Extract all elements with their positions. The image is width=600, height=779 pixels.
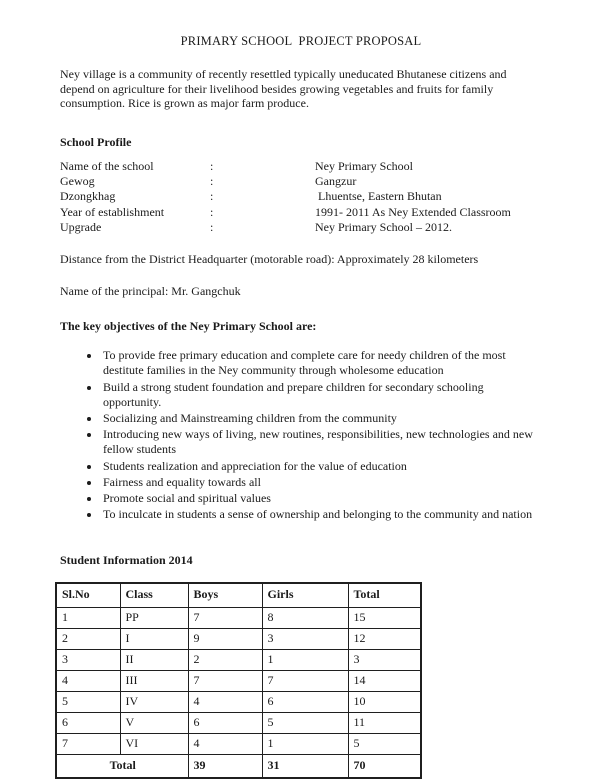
profile-row-establishment bbox=[60, 205, 542, 220]
cell-class: I bbox=[120, 628, 188, 649]
cell-girls: 3 bbox=[262, 628, 348, 649]
school-profile-list bbox=[60, 159, 542, 235]
profile-colon: : bbox=[210, 174, 214, 189]
cell-boys: 6 bbox=[188, 712, 262, 733]
total-boys: 39 bbox=[188, 754, 262, 778]
profile-label: Gewog bbox=[60, 174, 95, 189]
table-row bbox=[56, 607, 421, 628]
cell-boys: 7 bbox=[188, 607, 262, 628]
total-total: 70 bbox=[348, 754, 421, 778]
cell-slno: 7 bbox=[56, 733, 120, 754]
document-title: PRIMARY SCHOOL PROJECT PROPOSAL bbox=[180, 34, 422, 48]
table-row bbox=[56, 733, 421, 754]
col-header-girls: Girls bbox=[262, 583, 348, 608]
objective-item: • Build a strong student foundation and prepare children for secondary schooling opportunity. bbox=[101, 380, 542, 410]
cell-total: 14 bbox=[348, 670, 421, 691]
distance-line: Distance from the District Headquarter (motorable road): Approximately 28 kilometers bbox=[60, 252, 479, 267]
profile-colon: : bbox=[210, 219, 214, 234]
cell-class: III bbox=[120, 670, 188, 691]
profile-colon: : bbox=[210, 189, 214, 204]
cell-boys: 9 bbox=[188, 628, 262, 649]
total-girls: 31 bbox=[262, 754, 348, 778]
cell-slno: 3 bbox=[56, 649, 120, 670]
objective-item: • Promote social and spiritual values bbox=[101, 491, 542, 506]
table-row bbox=[56, 670, 421, 691]
cell-girls: 1 bbox=[262, 733, 348, 754]
cell-girls: 8 bbox=[262, 607, 348, 628]
cell-slno: 6 bbox=[56, 712, 120, 733]
intro-paragraph: Ney village is a community of recently resettled typically uneducated Bhutanese citizens and depend on agriculture for their livelihood besides growing vegetables and fruits for family consumption. Rice is grown as major farm produce. bbox=[60, 67, 507, 111]
cell-total: 10 bbox=[348, 691, 421, 712]
objectives-heading: The key objectives of the Ney Primary School are: bbox=[60, 319, 317, 334]
col-header-total: Total bbox=[348, 583, 421, 608]
cell-class: V bbox=[120, 712, 188, 733]
objective-item: • To inculcate in students a sense of ownership and belonging to the community and nation bbox=[101, 507, 542, 522]
profile-label: Upgrade bbox=[60, 219, 102, 234]
objective-item: • Fairness and equality towards all bbox=[101, 475, 542, 490]
profile-label: Name of the school bbox=[60, 158, 154, 173]
table-row bbox=[56, 649, 421, 670]
profile-colon: : bbox=[210, 158, 214, 173]
objective-item: • Introducing new ways of living, new routines, responsibilities, new technologies and new fellow students bbox=[101, 427, 542, 457]
col-header-boys: Boys bbox=[188, 583, 262, 608]
cell-slno: 2 bbox=[56, 628, 120, 649]
profile-row-school-name bbox=[60, 159, 542, 174]
profile-colon: : bbox=[210, 204, 214, 219]
profile-row-dzongkhag bbox=[60, 189, 542, 204]
cell-slno: 4 bbox=[56, 670, 120, 691]
cell-slno: 5 bbox=[56, 691, 120, 712]
profile-value: 1991- 2011 As Ney Extended Classroom bbox=[315, 204, 511, 219]
cell-slno: 1 bbox=[56, 607, 120, 628]
table-row bbox=[56, 712, 421, 733]
profile-value: Lhuentse, Eastern Bhutan bbox=[315, 189, 442, 204]
student-info-table bbox=[55, 582, 422, 779]
cell-class: II bbox=[120, 649, 188, 670]
school-profile-heading: School Profile bbox=[60, 134, 132, 149]
cell-girls: 1 bbox=[262, 649, 348, 670]
profile-label: Dzongkhag bbox=[60, 189, 116, 204]
table-row bbox=[56, 691, 421, 712]
table-total-row bbox=[56, 754, 421, 778]
cell-girls: 6 bbox=[262, 691, 348, 712]
objective-item: • Socializing and Mainstreaming children from the community bbox=[101, 411, 542, 426]
principal-line: Name of the principal: Mr. Gangchuk bbox=[60, 284, 241, 299]
cell-total: 5 bbox=[348, 733, 421, 754]
cell-boys: 2 bbox=[188, 649, 262, 670]
profile-value: Ney Primary School bbox=[315, 158, 413, 173]
table-header-row bbox=[56, 583, 421, 608]
profile-label: Year of establishment bbox=[60, 204, 165, 219]
cell-class: VI bbox=[120, 733, 188, 754]
cell-total: 11 bbox=[348, 712, 421, 733]
cell-class: PP bbox=[120, 607, 188, 628]
objectives-list bbox=[60, 348, 542, 523]
total-row-label: Total bbox=[56, 754, 188, 778]
profile-value: Ney Primary School – 2012. bbox=[315, 219, 452, 234]
cell-boys: 7 bbox=[188, 670, 262, 691]
col-header-slno: Sl.No bbox=[56, 583, 120, 608]
cell-girls: 5 bbox=[262, 712, 348, 733]
col-header-class: Class bbox=[120, 583, 188, 608]
cell-boys: 4 bbox=[188, 691, 262, 712]
cell-total: 15 bbox=[348, 607, 421, 628]
cell-total: 12 bbox=[348, 628, 421, 649]
cell-class: IV bbox=[120, 691, 188, 712]
objective-item: • To provide free primary education and complete care for needy children of the most destitute families in the Ney community through wholesome education bbox=[101, 348, 542, 378]
cell-girls: 7 bbox=[262, 670, 348, 691]
cell-boys: 4 bbox=[188, 733, 262, 754]
cell-total: 3 bbox=[348, 649, 421, 670]
objective-item: • Students realization and appreciation for the value of education bbox=[101, 459, 542, 474]
profile-value: Gangzur bbox=[315, 174, 357, 189]
profile-row-gewog bbox=[60, 174, 542, 189]
table-row bbox=[56, 628, 421, 649]
student-info-heading: Student Information 2014 bbox=[60, 552, 193, 567]
profile-row-upgrade bbox=[60, 220, 542, 235]
